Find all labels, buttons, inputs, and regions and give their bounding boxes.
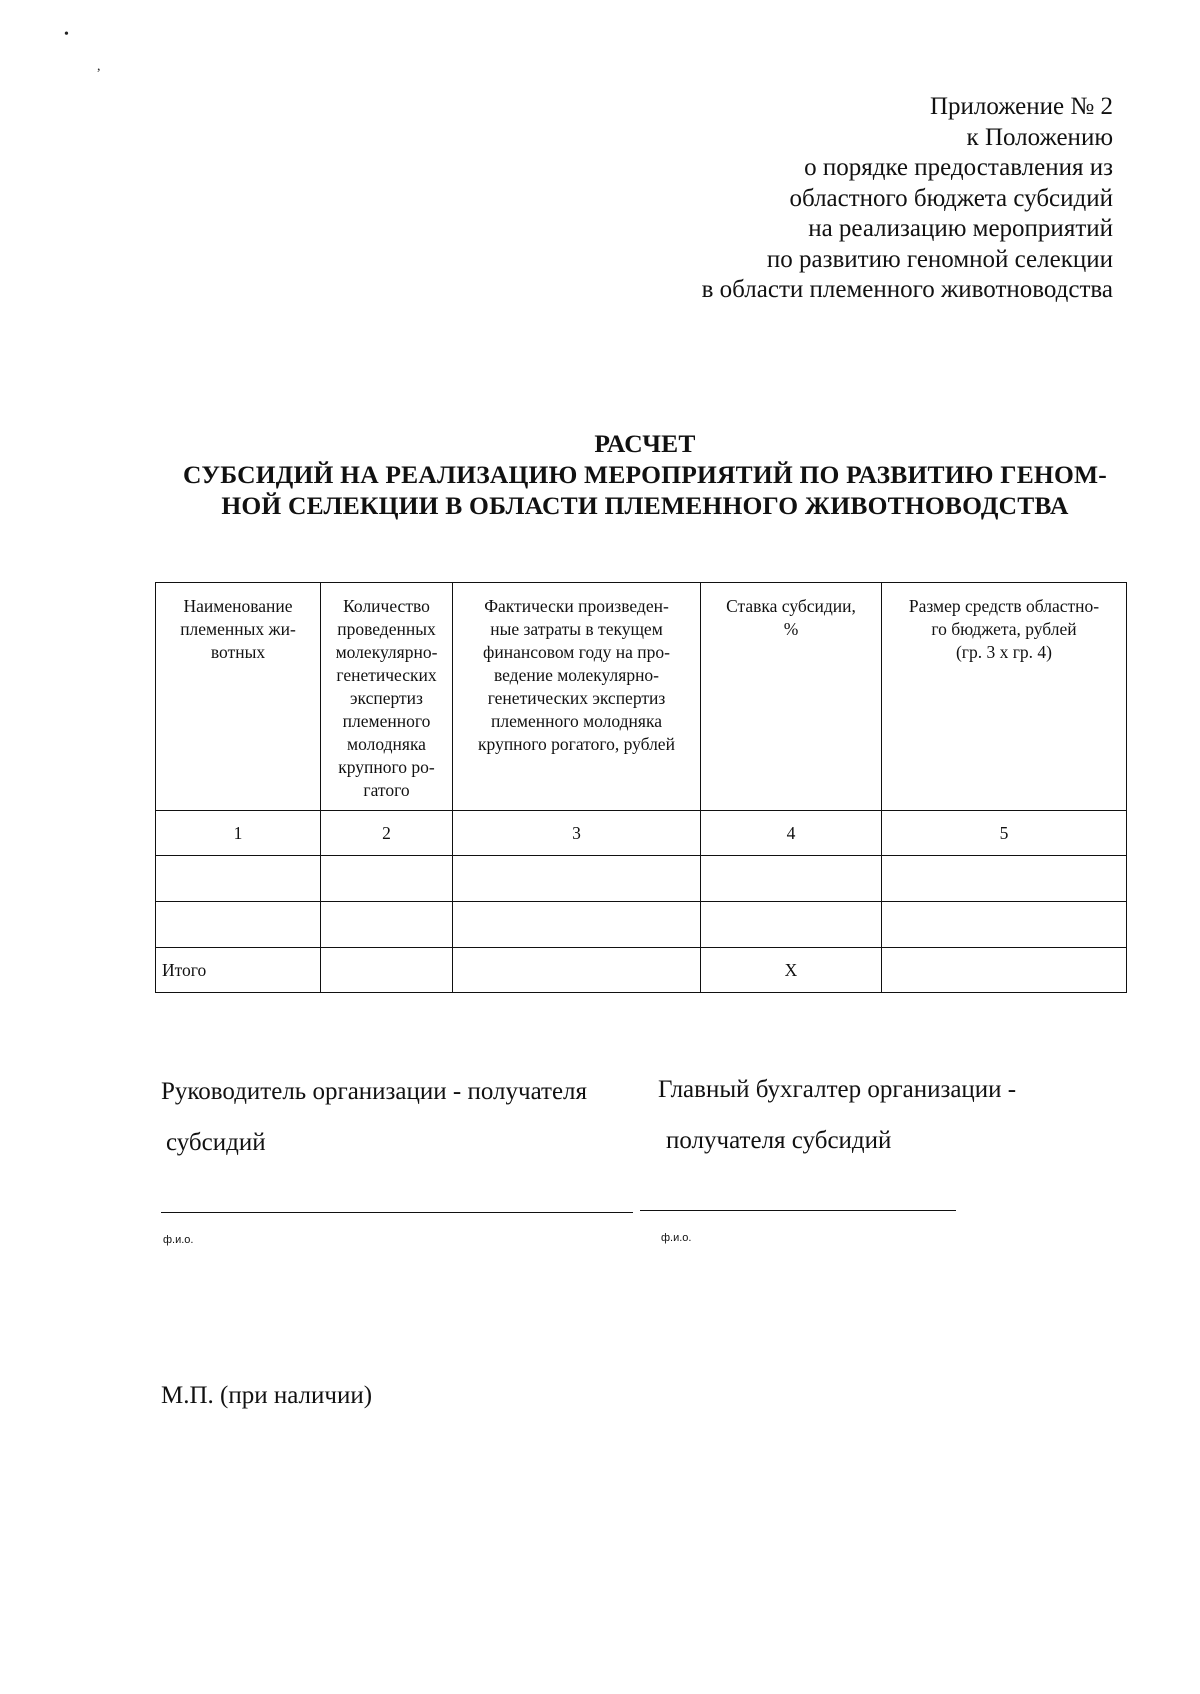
empty-cell [701, 856, 882, 902]
head-fio-caption: ф.и.о. [163, 1234, 194, 1246]
scan-speck: , [97, 59, 101, 74]
empty-cell [321, 856, 453, 902]
appendix-line: по развитию геномной селекции [766, 245, 1113, 273]
column-number: 5 [882, 811, 1127, 856]
column-number: 1 [156, 811, 321, 856]
empty-cell [882, 902, 1127, 948]
head-signature-subtitle: субсидий [166, 1129, 266, 1156]
empty-cell [156, 902, 321, 948]
appendix-line: областного бюджета субсидий [789, 184, 1113, 212]
appendix-line: в области племенного животноводства [701, 276, 1113, 303]
column-number: 3 [453, 811, 701, 856]
accountant-fio-caption: ф.и.о. [661, 1232, 692, 1244]
table-row [156, 902, 1127, 948]
empty-cell [321, 902, 453, 948]
empty-cell [453, 902, 701, 948]
empty-cell [321, 948, 453, 993]
accountant-signature-title: Главный бухгалтер организации - [658, 1076, 1017, 1103]
accountant-signature-line [640, 1210, 956, 1211]
head-signature-title: Руководитель организации - получателя [161, 1078, 588, 1105]
total-label: Итого [156, 948, 321, 993]
appendix-line: Приложение № 2 [929, 93, 1113, 120]
empty-cell [453, 856, 701, 902]
table-header-row [156, 583, 1127, 811]
calculation-table [155, 582, 1127, 993]
stamp-place-label: М.П. (при наличии) [161, 1382, 373, 1409]
header-cell-actual-costs: Фактически произведен- ные затраты в текущем финансовом году на про- ведение молекулярно- генетических экспертиз племенного молодняка крупного рогатого, рублей [453, 583, 701, 811]
title-line: СУБСИДИЙ НА РЕАЛИЗАЦИЮ МЕРОПРИЯТИЙ ПО РАЗВИТИЮ ГЕНОМ- [183, 460, 1107, 489]
table-row [156, 856, 1127, 902]
title-line: РАСЧЕТ [594, 429, 696, 458]
empty-cell [882, 948, 1127, 993]
appendix-line: о порядке предоставления из [804, 154, 1113, 181]
title-line: НОЙ СЕЛЕКЦИИ В ОБЛАСТИ ПЛЕМЕННОГО ЖИВОТНОВОДСТВА [221, 491, 1069, 520]
appendix-line: на реализацию мероприятий [808, 215, 1113, 242]
header-cell-subsidy-rate: Ставка субсидии, % [701, 583, 882, 811]
empty-cell [453, 948, 701, 993]
document-title [150, 428, 1140, 521]
scan-speck: • [64, 27, 69, 42]
column-number-row [156, 811, 1127, 856]
header-cell-animal-name: Наименование племенных жи- вотных [156, 583, 321, 811]
header-cell-budget-amount: Размер средств областно- го бюджета, рублей (гр. 3 х гр. 4) [882, 583, 1127, 811]
total-rate-mark: Х [701, 948, 882, 993]
appendix-line: к Положению [966, 123, 1113, 151]
empty-cell [882, 856, 1127, 902]
accountant-signature-subtitle: получателя субсидий [666, 1127, 892, 1154]
column-number: 4 [701, 811, 882, 856]
empty-cell [701, 902, 882, 948]
appendix-header [702, 92, 1113, 306]
empty-cell [156, 856, 321, 902]
total-row [156, 948, 1127, 993]
header-cell-expertise-count: Количество проведенных молекулярно- генетических экспертиз племенного молодняка крупного ро- гатого [321, 583, 453, 811]
head-signature-line [161, 1212, 633, 1213]
column-number: 2 [321, 811, 453, 856]
